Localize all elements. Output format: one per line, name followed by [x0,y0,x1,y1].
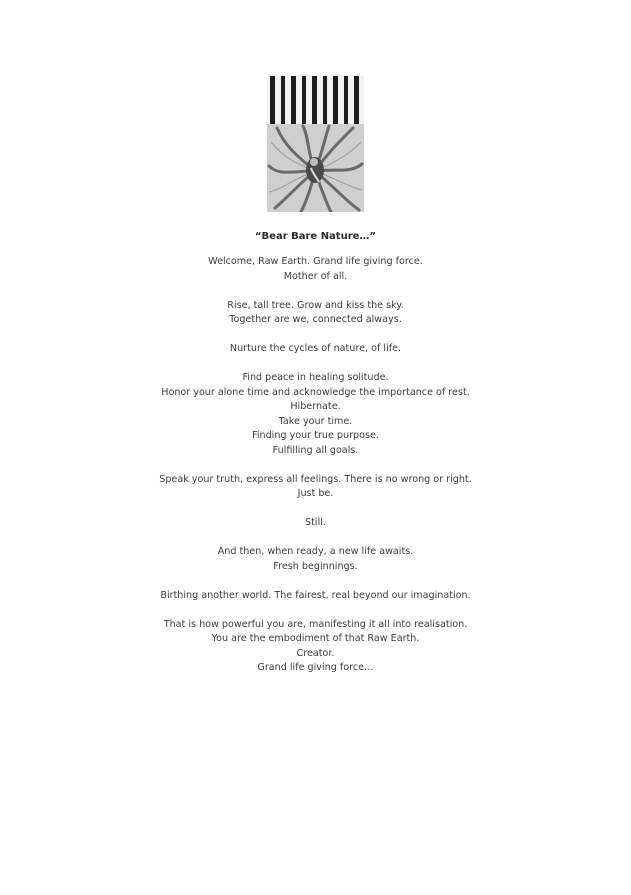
poem [0,230,631,690]
poem-line: Take your time. [278,415,353,427]
poem-line: Hibernate. [290,401,341,412]
stanza [0,473,631,502]
poem-line: Just be. [297,488,334,499]
artwork-image [267,76,364,212]
poem-line: Find peace in healing solitude. [242,372,389,383]
stanza [0,371,631,458]
poem-line: Mother of all. [283,270,348,282]
stanza [0,516,631,531]
poem-line: And then, when ready, a new life awaits. [217,546,414,557]
poem-line: Still. [305,517,326,528]
poem-line: Birthing another world. The fairest, real beyond our imagination. [160,589,471,601]
stanza [0,299,631,328]
poem-line: Creator. [296,647,335,659]
stanza [0,589,631,604]
poem-title: “Bear Bare Nature…” [254,231,376,242]
poem-line: Nurture the cycles of nature, of life. [229,343,402,354]
poem-line: Fresh beginnings. [273,560,358,572]
stanza [0,342,631,357]
poem-line: Together are we, connected always. [229,314,402,325]
poem-line: Finding your true purpose. [252,430,379,441]
poem-line: That is how powerful you are, manifesting it all into realisation. [163,618,468,630]
stanza [0,545,631,574]
poem-line: Speak your truth, express all feelings. There is no wrong or right. [159,473,472,485]
poem-line: Honor your alone time and acknowledge the importance of rest. [161,386,470,398]
poem-line: You are the embodiment of that Raw Earth. [211,633,420,644]
poem-line: Welcome, Raw Earth. Grand life giving force. [208,256,423,267]
artwork-illustration [267,76,364,212]
stanza [0,618,631,676]
poem-line: Grand life giving force… [257,662,374,673]
stanza [0,255,631,284]
poem-line: Rise, tall tree. Grow and kiss the sky. [227,299,404,311]
poem-line: Fulfilling all goals. [272,444,359,456]
